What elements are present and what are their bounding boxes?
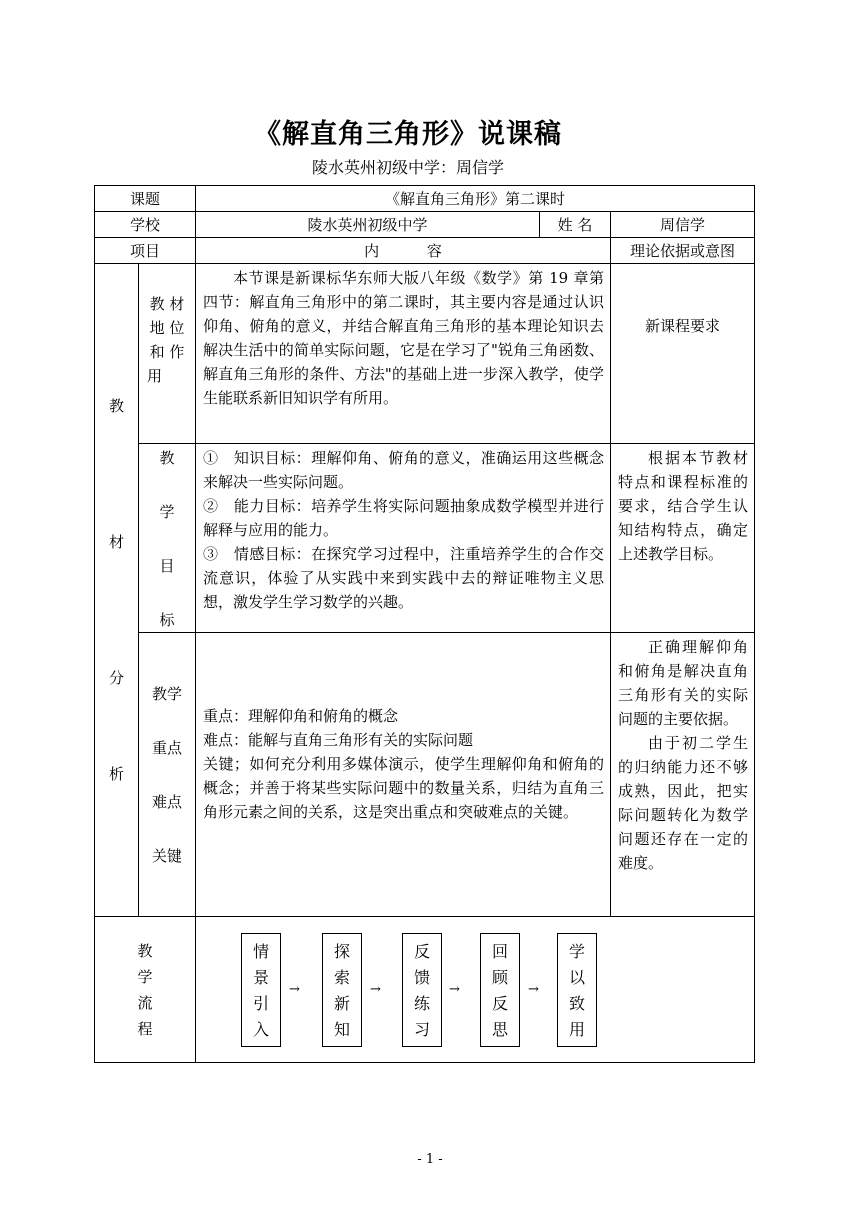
flow-label: 教 学 流 程 (95, 917, 196, 1063)
teaching-goals-theory: 根据本节教材特点和课程标准的要求，结合学生认知结构特点，确定上述教学目标。 (611, 444, 755, 633)
school-value: 陵水英州初级中学 (196, 212, 540, 238)
flow-step-feedback-practice: 反 馈 练 习 (402, 933, 442, 1047)
key-point: 重点：理解仰角和俯角的概念 (203, 706, 399, 725)
material-position-theory: 新课程要求 (611, 264, 755, 444)
document-title: 《解直角三角形》说课稿 (254, 119, 562, 150)
goal-ability: ② 能力目标：培养学生将实际问题抽象成数学模型并进行解释与应用的能力。 (203, 497, 605, 539)
goal-emotion: ③ 情感目标：在探究学习过程中，注重培养学生的合作交流意识，体验了从实践中来到实践中去的辩证唯物主义思想，激发学生学习数学的兴趣。 (203, 545, 605, 611)
flow-arrow: → (449, 982, 460, 997)
material-position-content: 本节课是新课标华东师大版八年级《数学》第 19 章第四节：解直角三角形中的第二课时，其主要内容是通过认识仰角、俯角的意义，并结合解直角三角形的基本理论知识去解决生活中的简单实际问题，它是在学习了"锐角三角函数、解直角三角形的条件、方法"的基础上进一步深入教学，使学生能联系新旧知识学有所用。 (196, 264, 611, 444)
teaching-goals-content (196, 444, 611, 633)
topic-label: 课题 (95, 186, 196, 212)
section-label-material-analysis: 教 材 分 析 (95, 264, 139, 917)
flow-step-review-reflect: 回 顾 反 思 (480, 933, 520, 1047)
difficult-point: 难点：能解与直角三角形有关的实际问题 (203, 730, 474, 749)
name-value: 周信学 (611, 212, 755, 238)
key-method: 关键；如何充分利用多媒体演示，使学生理解仰角和俯角的概念；并善于将某些实际问题中的数量关系，归结为直角三角形元素之间的关系，这是突出重点和突破难点的关键。 (203, 754, 605, 821)
key-points-theory-1: 正确理解仰角和俯角是解决直角三角形有关的实际问题的主要依据。 (618, 638, 749, 728)
key-points-theory (611, 633, 755, 917)
page-number: - 1 - (417, 1152, 443, 1167)
flow-step-apply: 学 以 致 用 (557, 933, 597, 1047)
teaching-flow-diagram (196, 917, 754, 1061)
flow-arrow: → (370, 982, 381, 997)
school-label: 学校 (95, 212, 196, 238)
flow-arrow: → (289, 982, 300, 997)
flow-step-situation-intro: 情 景 引 入 (241, 933, 281, 1047)
flow-cell (196, 917, 755, 1063)
key-points-theory-2: 由于初二学生的归纳能力还不够成熟，因此，把实际问题转化为数学问题还存在一定的难度。 (618, 734, 749, 872)
goal-knowledge: ① 知识目标：理解仰角、俯角的意义，准确运用这些概念来解决一些实际问题。 (203, 449, 605, 491)
item-label: 项目 (95, 238, 196, 264)
row-label-material-position: 教 材 地 位 和 作 用 (139, 264, 196, 444)
key-points-content (196, 633, 611, 917)
lesson-plan-table (94, 185, 755, 1063)
flow-step-explore-new: 探 索 新 知 (322, 933, 362, 1047)
document-subtitle: 陵水英州初级中学：周信学 (311, 158, 504, 177)
theory-label: 理论依据或意图 (611, 238, 755, 264)
topic-value: 《解直角三角形》第二课时 (196, 186, 755, 212)
content-label: 内 容 (196, 238, 611, 264)
name-label: 姓 名 (540, 212, 611, 238)
row-label-teaching-goals: 教 学 目 标 (139, 444, 196, 633)
row-label-key-points: 教学 重点 难点 关键 (139, 633, 196, 917)
flow-arrow: → (528, 982, 539, 997)
